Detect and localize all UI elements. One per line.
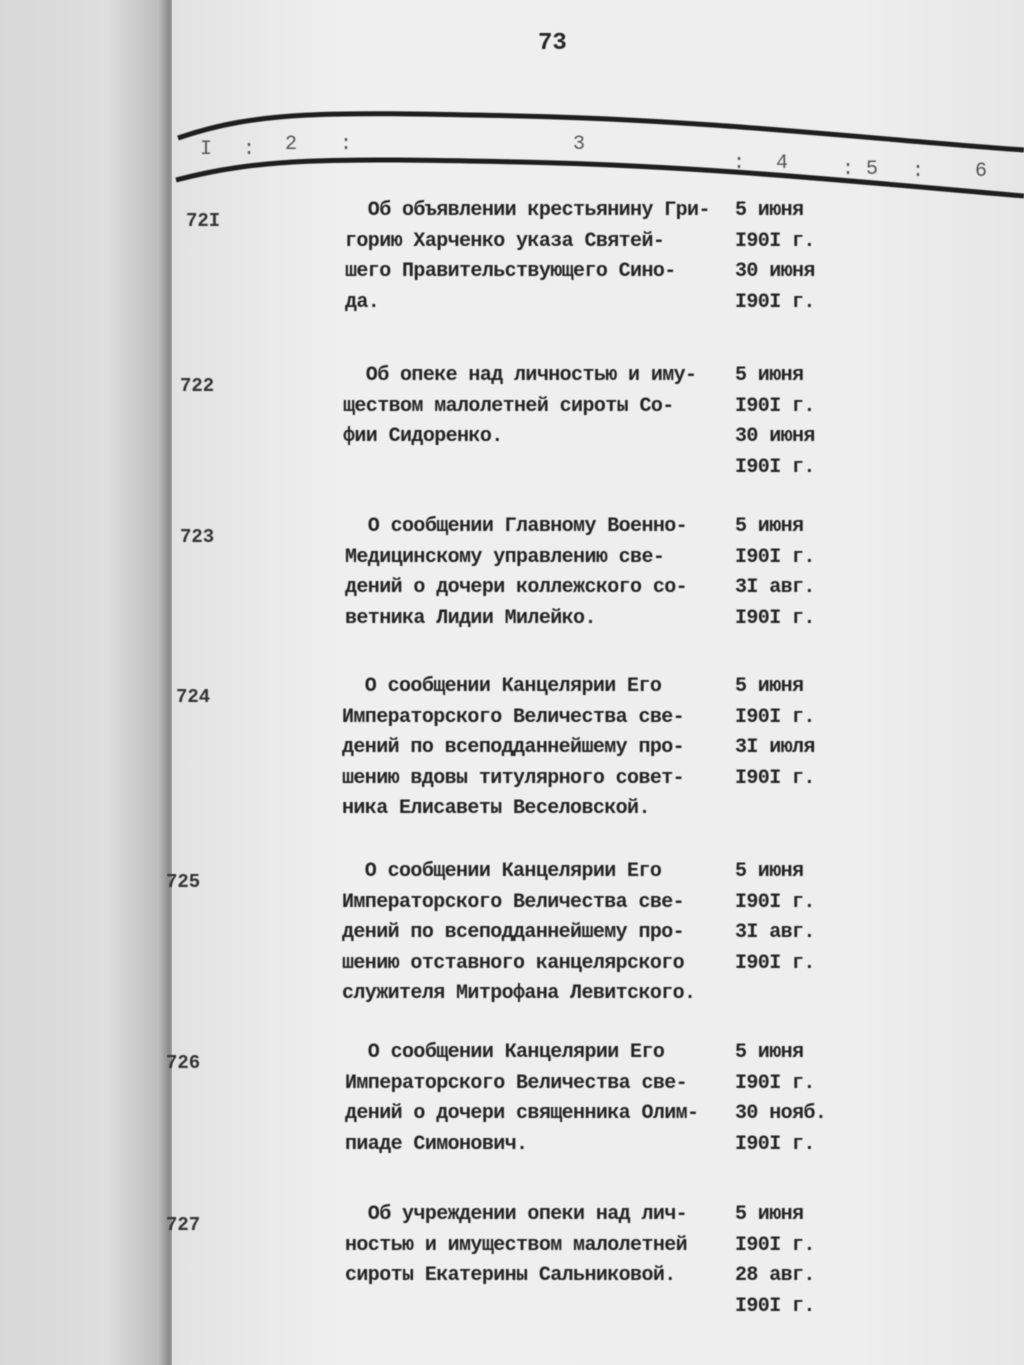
entry-number: 722	[180, 375, 215, 397]
entry-dates	[735, 672, 815, 794]
description-line: Императорского Величества све-	[342, 890, 685, 914]
entry-description	[345, 1200, 687, 1292]
end-date-line: 28 авг.	[735, 1264, 815, 1287]
end-date-line: I90I г.	[735, 1132, 815, 1156]
start-date-line: 5 июня	[735, 1203, 804, 1226]
end-date-line: I90I г.	[735, 951, 815, 975]
description-line: ностью и имуществом малолетней	[345, 1233, 688, 1257]
column-separator: :	[912, 160, 925, 183]
entry-dates	[735, 361, 815, 483]
column-header-4: 4	[776, 152, 789, 175]
description-line: дений по всеподданнейшему про-	[342, 921, 685, 944]
end-date-line: 3I авг.	[735, 576, 815, 599]
entry-description	[342, 857, 695, 1010]
entry-dates	[735, 1200, 815, 1322]
header-bottom-rule	[176, 160, 1024, 196]
end-date-line: 3I июля	[735, 736, 815, 759]
start-date-line: I90I г.	[735, 705, 815, 729]
column-separator: :	[243, 138, 256, 161]
page-number: 73	[538, 30, 567, 57]
end-date-line: 3I авг.	[735, 921, 815, 944]
entry-number: 727	[166, 1214, 201, 1236]
end-date-line: I90I г.	[735, 606, 815, 630]
description-line: дений о дочери коллежского со-	[345, 576, 688, 599]
description-line: ника Елисаветы Веселовской.	[342, 797, 650, 820]
entry-number: 72I	[186, 210, 221, 232]
start-date-line: I90I г.	[735, 229, 815, 253]
column-header-6: 6	[975, 160, 988, 183]
description-line: О сообщении Главному Военно-	[345, 515, 688, 538]
description-line: фии Сидоренко.	[343, 425, 503, 448]
start-date-line: 5 июня	[735, 675, 804, 698]
end-date-line: I90I г.	[735, 455, 815, 479]
entry-dates	[735, 857, 815, 979]
description-line: шего Правительствующего Сино-	[345, 260, 676, 283]
entry-number: 724	[176, 686, 211, 708]
entry-number: 723	[180, 526, 215, 548]
description-line: сироты Екатерины Сальниковой.	[345, 1264, 676, 1287]
end-date-line: 30 июня	[735, 260, 815, 283]
description-line: Императорского Величества све-	[342, 705, 685, 729]
description-line: Об учреждении опеки над лич-	[345, 1203, 688, 1226]
entry-number: 726	[166, 1052, 201, 1074]
start-date-line: I90I г.	[735, 545, 815, 569]
entry-description	[345, 1038, 698, 1160]
column-separator: :	[842, 158, 855, 181]
description-line: служителя Митрофана Левитского.	[342, 982, 696, 1005]
description-line: дений по всеподданнейшему про-	[342, 736, 685, 759]
description-line: шению вдовы титулярного совет-	[342, 766, 685, 790]
description-line: Императорского Величества све-	[345, 1071, 688, 1095]
start-date-line: I90I г.	[735, 394, 815, 418]
description-line: ветника Лидии Милейко.	[345, 606, 596, 630]
column-header-3: 3	[573, 133, 586, 156]
entry-description	[345, 196, 710, 318]
description-line: пиаде Симонович.	[345, 1132, 528, 1156]
start-date-line: I90I г.	[735, 1233, 815, 1257]
start-date-line: 5 июня	[735, 1041, 804, 1064]
description-line: ществом малолетней сироты Со-	[343, 394, 674, 418]
description-line: Об опеке над личностью и иму-	[343, 364, 697, 387]
start-date-line: 5 июня	[735, 860, 804, 883]
description-line: Об объявлении крестьянину Гри-	[345, 199, 710, 222]
entry-dates	[735, 196, 815, 318]
start-date-line: 5 июня	[735, 515, 804, 538]
description-line: О сообщении Канцелярии Его	[342, 675, 662, 698]
start-date-line: I90I г.	[735, 1071, 815, 1095]
column-header-1: I	[200, 138, 213, 161]
start-date-line: 5 июня	[735, 199, 804, 222]
description-line: дений о дочери священника Олим-	[345, 1102, 699, 1125]
description-line: горию Харченко указа Святей-	[345, 229, 665, 253]
header-top-rule	[178, 114, 1024, 150]
end-date-line: 30 июня	[735, 425, 815, 448]
end-date-line: I90I г.	[735, 290, 815, 314]
start-date-line: I90I г.	[735, 890, 815, 914]
start-date-line: 5 июня	[735, 364, 804, 387]
entry-description	[343, 361, 696, 453]
column-header-5: 5	[866, 158, 879, 181]
entry-number: 725	[166, 871, 201, 893]
entry-dates	[735, 512, 815, 634]
entry-description	[342, 672, 684, 825]
end-date-line: I90I г.	[735, 766, 815, 790]
description-line: шению отставного канцелярского	[342, 951, 685, 975]
end-date-line: 30 нояб.	[735, 1102, 827, 1125]
description-line: О сообщении Канцелярии Его	[342, 860, 662, 883]
column-separator: :	[733, 152, 746, 175]
column-header-2: 2	[285, 133, 298, 156]
column-separator: :	[340, 133, 353, 156]
description-line: О сообщении Канцелярии Его	[345, 1041, 665, 1064]
description-line: Медицинскому управлению све-	[345, 545, 665, 569]
end-date-line: I90I г.	[735, 1294, 815, 1318]
entry-description	[345, 512, 687, 634]
description-line: да.	[345, 290, 380, 314]
entry-dates	[735, 1038, 826, 1160]
